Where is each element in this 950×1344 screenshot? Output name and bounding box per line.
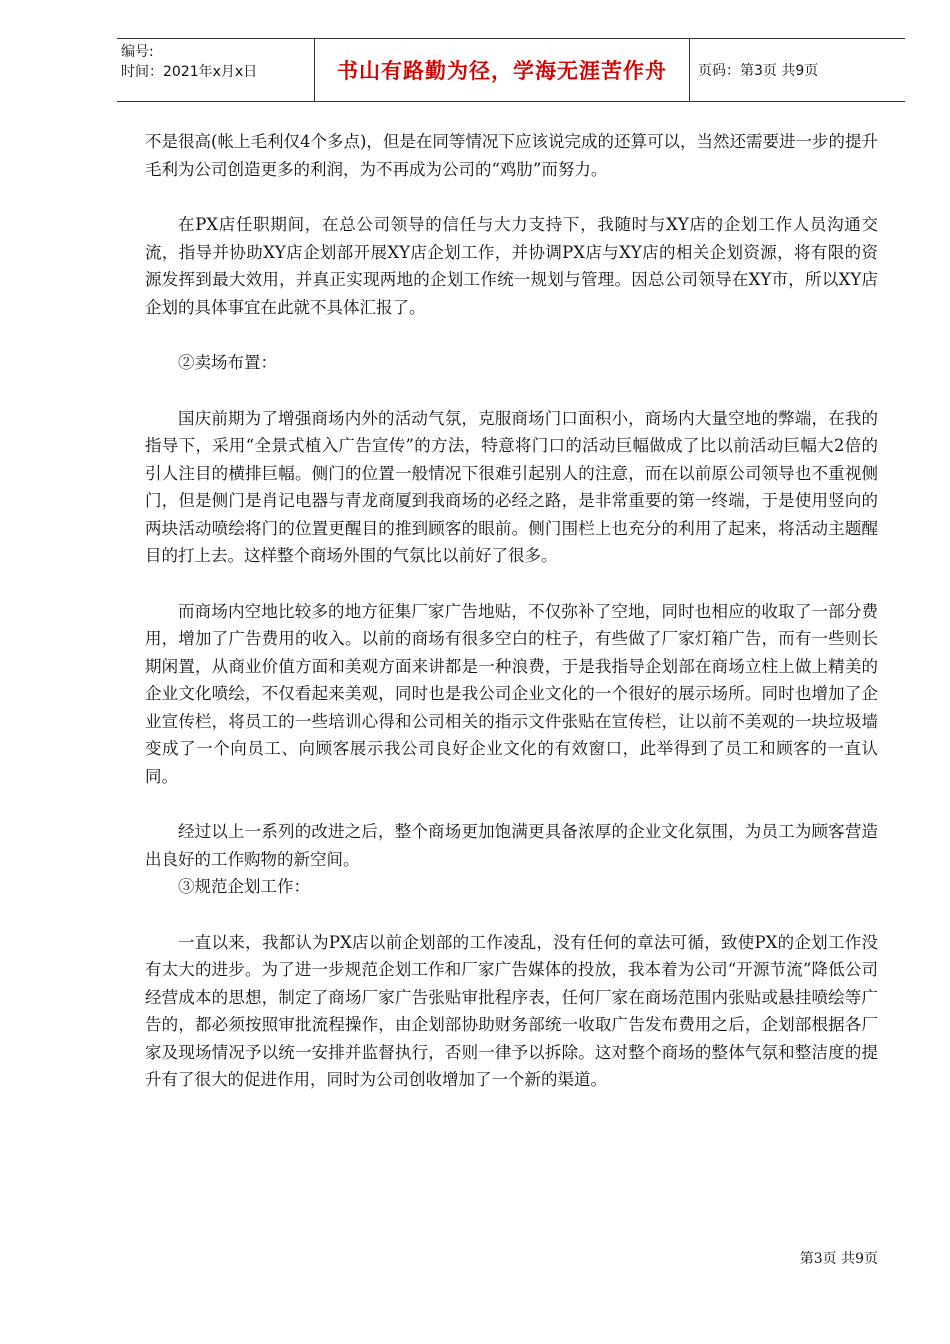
number-label: 编号:: [121, 44, 154, 60]
page-footer: 第3页 共9页: [799, 1251, 878, 1267]
header-meta: [117, 39, 315, 101]
paragraph-1: 不是很高(帐上毛利仅4个多点)，但是在同等情况下应该说完成的还算可以，当然还需要进一步的提升毛利为公司创造更多的利润，为不再成为公司的“鸡肋”而努力。: [145, 132, 878, 179]
header-motto: 书山有路勤为径，学海无涯苦作舟: [315, 39, 690, 101]
paragraph-4: 而商场内空地比较多的地方征集厂家广告地贴，不仅弥补了空地，同时也相应的收取了一部分费用，增加了广告费用的收入。以前的商场有很多空白的柱子，有些做了厂家灯箱广告，而有一些则长期闲置，从商业价值方面和美观方面来讲都是一种浪费，于是我指导企划部在商场立柱上做上精美的企业文化喷绘，不仅看起来美观，同时也是我公司企业文化的一个很好的展示场所。同时也增加了企业宣传栏，将员工的一些培训心得和公司相关的指示文件张贴在宣传栏，让以前不美观的一块垃圾墙变成了一个向员工、向顾客展示我公司良好企业文化的有效窗口，此举得到了员工和顾客的一直认同。: [145, 601, 878, 786]
section-heading-planning: ③规范企划工作：: [178, 877, 310, 896]
page-header: [117, 38, 905, 102]
paragraph-6: 一直以来，我都认为PX店以前企划部的工作凌乱，没有任何的章法可循，致使PX的企划工作没有太大的进步。为了进一步规范企划工作和厂家广告媒体的投放，我本着为公司“开源节流”降低公司经营成本的思想，制定了商场厂家广告张贴审批程序表，任何厂家在商场范围内张贴或悬挂喷绘等广告的，都必须按照审批流程操作，由企划部协助财务部统一收取广告发布费用之后，企划部根据各厂家及现场情况予以统一安排并监督执行，否则一律予以拆除。这对整个商场的整体气氛和整洁度的提升有了很大的促进作用，同时为公司创收增加了一个新的渠道。: [145, 932, 878, 1089]
header-page-info: 页码：第3页 共9页: [698, 63, 819, 79]
document-body: [145, 128, 878, 1094]
paragraph-5: 经过以上一系列的改进之后，整个商场更加饱满更具备浓厚的企业文化氛围，为员工为顾客营造出良好的工作购物的新空间。: [145, 822, 878, 869]
paragraph-2: 在PX店任职期间，在总公司领导的信任与大力支持下，我随时与XY店的企划工作人员沟通交流，指导并协助XY店企划部开展XY店企划工作，并协调PX店与XY店的相关企划资源，将有限的资源发挥到最大效用，并真正实现两地的企划工作统一规划与管理。因总公司领导在XY市，所以XY店企划的具体事宜在此就不具体汇报了。: [145, 215, 878, 317]
section-heading-layout: ②卖场布置：: [178, 353, 277, 372]
time-label: 时间：2021年x月x日: [121, 64, 258, 80]
paragraph-3: 国庆前期为了增强商场内外的活动气氛，克服商场门口面积小，商场内大量空地的弊端，在我的指导下，采用“全景式植入广告宣传”的方法，特意将门口的活动巨幅做成了比以前活动巨幅大2倍的引人注目的横排巨幅。侧门的位置一般情况下很难引起别人的注意，而在以前原公司领导也不重视侧门，但是侧门是肖记电器与青龙商厦到我商场的必经之路，是非常重要的第一终端，于是使用竖向的两块活动喷绘将门的位置更醒目的推到顾客的眼前。侧门围栏上也充分的利用了起来，将活动主题醒目的打上去。这样整个商场外围的气氛比以前好了很多。: [145, 408, 878, 565]
